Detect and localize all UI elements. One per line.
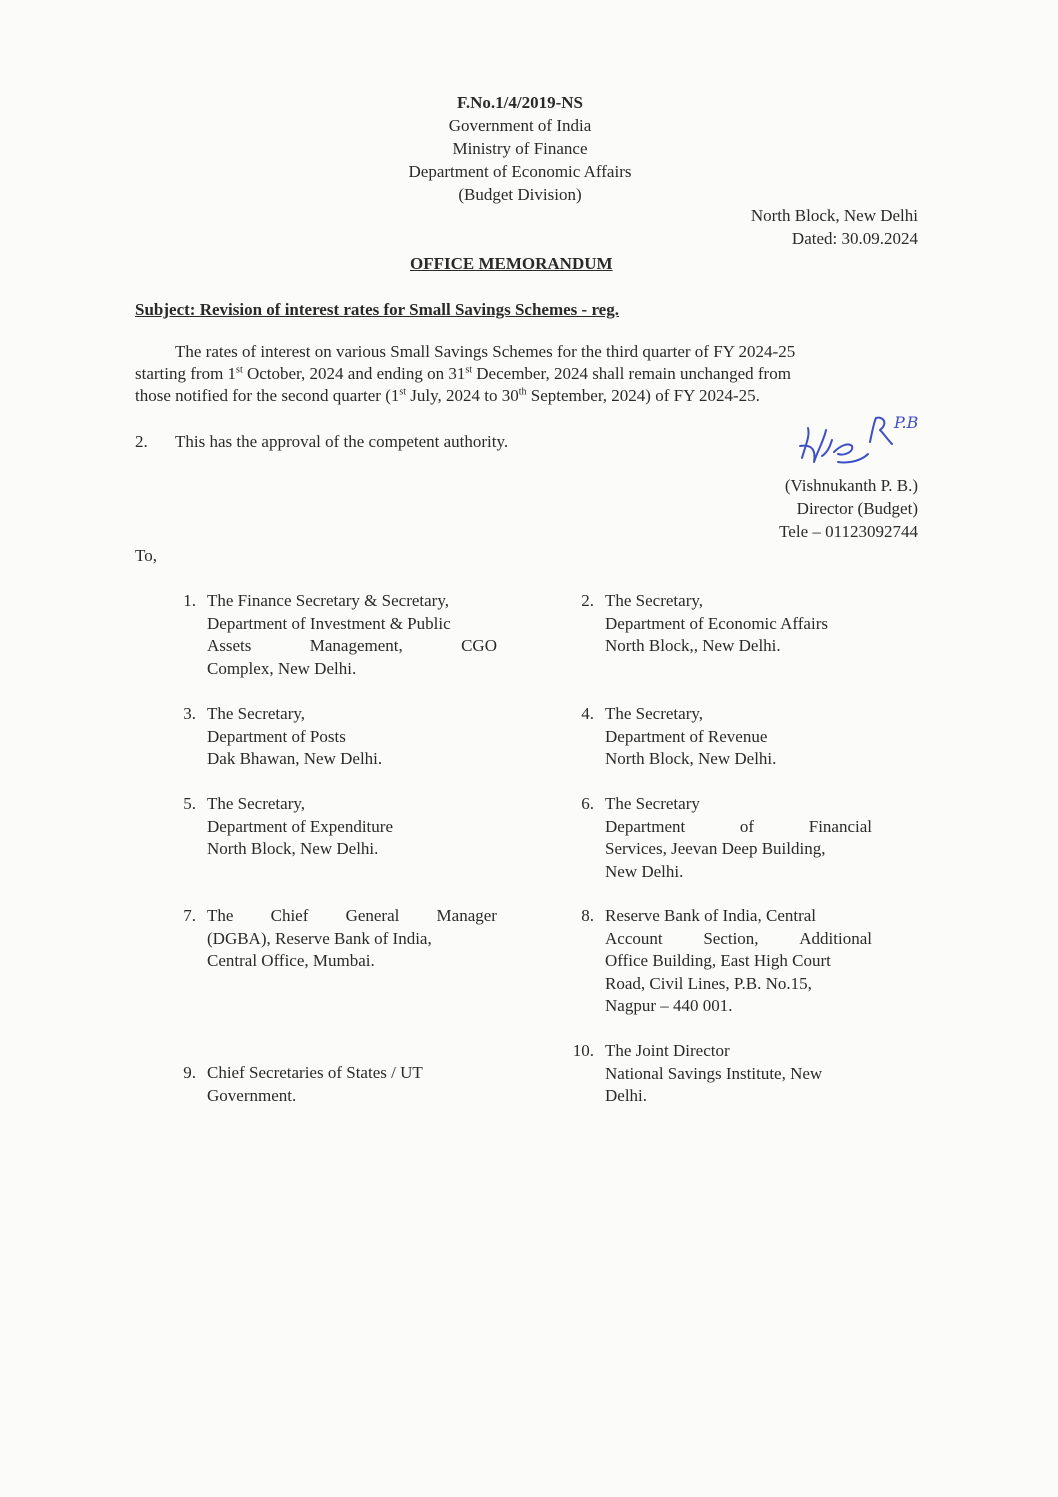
- recipient-number: 8.: [581, 906, 594, 925]
- recipient-line: The Secretary: [605, 794, 700, 813]
- file-number: F.No.1/4/2019-NS: [457, 93, 583, 112]
- recipient-line: Department of Financial: [605, 816, 872, 836]
- recipient-line: Department of Expenditure: [207, 816, 393, 836]
- recipient-line: Services, Jeevan Deep Building,: [605, 839, 826, 858]
- recipient-line: Department of Economic Affairs: [605, 613, 828, 633]
- recipient-line: Department of Posts: [207, 726, 346, 746]
- division-line: (Budget Division): [458, 185, 582, 204]
- recipient-line: Road, Civil Lines, P.B. No.15,: [605, 973, 812, 993]
- recipient-line: North Block, New Delhi.: [207, 839, 379, 858]
- recipient-line: Dak Bhawan, New Delhi.: [207, 749, 383, 768]
- recipient-number: 4.: [581, 704, 594, 723]
- signatory-tele: Tele – 01123092744: [779, 522, 918, 541]
- recipient-line: The Chief General Manager: [207, 906, 497, 925]
- recipient-line: The Secretary,: [605, 704, 704, 723]
- subject-line: Subject: Revision of interest rates for Small Savings Schemes - reg.: [135, 300, 619, 319]
- handwritten-signature: [788, 406, 928, 472]
- recipient-number: 2.: [581, 591, 594, 610]
- para1-line2: starting from 1st October, 2024 and ending on 31st December, 2024 shall remain unchanged from: [135, 364, 791, 383]
- recipient-line: North Block,, New Delhi.: [605, 636, 781, 655]
- department-line: Department of Economic Affairs: [408, 162, 632, 181]
- recipient-line: (DGBA), Reserve Bank of India,: [207, 928, 432, 948]
- recipient-line: Account Section, Additional: [605, 928, 872, 948]
- place-line: North Block, New Delhi: [750, 206, 918, 225]
- recipient-number: 6.: [581, 794, 594, 813]
- recipient-line: The Secretary,: [207, 794, 306, 813]
- recipient-line: Nagpur – 440 001.: [605, 996, 733, 1015]
- memo-title: OFFICE MEMORANDUM: [410, 254, 613, 273]
- signature-initials: P.B: [894, 413, 919, 432]
- recipient-line: The Joint Director: [605, 1041, 730, 1060]
- signatory-designation: Director (Budget): [796, 499, 918, 518]
- recipient-number: 1.: [183, 591, 196, 610]
- recipient-line: The Finance Secretary & Secretary,: [207, 591, 449, 610]
- recipient-line: North Block, New Delhi.: [605, 749, 777, 768]
- recipient-line: Complex, New Delhi.: [207, 658, 357, 678]
- recipient-number: 3.: [183, 704, 196, 723]
- recipient-line: Reserve Bank of India, Central: [605, 906, 817, 925]
- recipient-line: The Secretary,: [605, 591, 704, 610]
- recipient-line: National Savings Institute, New: [605, 1063, 823, 1083]
- recipient-line: Department of Revenue: [605, 726, 768, 746]
- recipient-line: Government.: [207, 1085, 297, 1105]
- signatory-name: (Vishnukanth P. B.): [784, 476, 918, 495]
- recipient-number: 10.: [572, 1041, 594, 1060]
- recipient-line: Office Building, East High Court: [605, 951, 831, 970]
- recipient-line: Department of Investment & Public: [207, 613, 451, 633]
- recipient-number: 5.: [183, 794, 196, 813]
- govt-line: Government of India: [448, 116, 592, 135]
- recipient-line: The Secretary,: [207, 704, 306, 723]
- recipient-line: Assets Management, CGO: [207, 636, 497, 655]
- recipient-line: Central Office, Mumbai.: [207, 951, 375, 970]
- recipient-number: 9.: [183, 1063, 196, 1082]
- para1-line1: The rates of interest on various Small Savings Schemes for the third quarter of FY 2024-25: [175, 342, 796, 361]
- recipient-line: Delhi.: [605, 1086, 648, 1105]
- date-line: Dated: 30.09.2024: [791, 229, 918, 248]
- recipient-number: 7.: [183, 906, 196, 925]
- para2-text: This has the approval of the competent authority.: [175, 432, 509, 451]
- para1-line3: those notified for the second quarter (1st July, 2024 to 30th September, 2024) of FY 2024-25.: [135, 386, 760, 405]
- ministry-line: Ministry of Finance: [452, 139, 588, 158]
- to-label: To,: [135, 546, 157, 565]
- para2-number: 2.: [135, 432, 148, 451]
- recipient-line: Chief Secretaries of States / UT: [207, 1063, 423, 1082]
- recipient-line: New Delhi.: [605, 861, 684, 881]
